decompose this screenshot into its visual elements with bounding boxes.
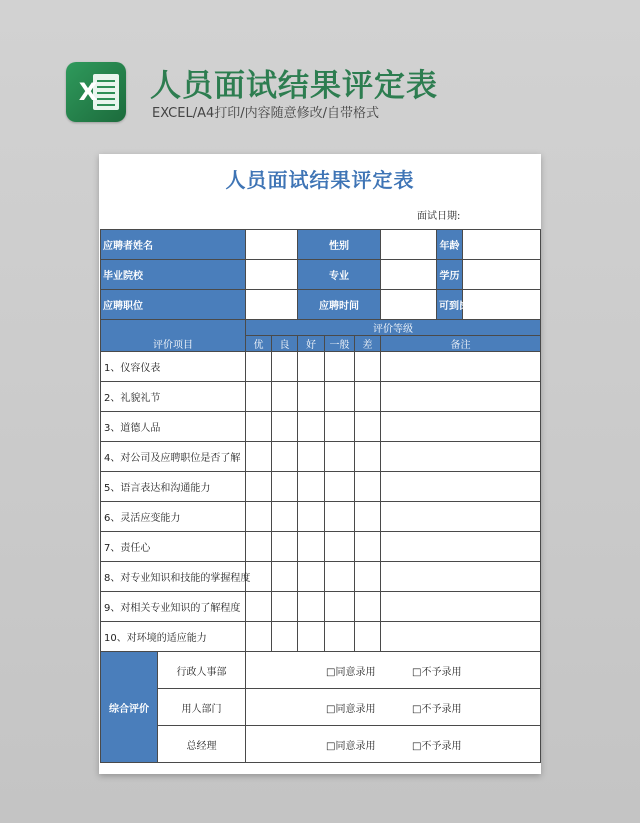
remark-cell[interactable]	[381, 412, 541, 442]
page-subtitle: EXCEL/A4打印/内容随意修改/自带格式	[152, 106, 380, 121]
grade-cell[interactable]	[355, 412, 381, 442]
table-row	[101, 472, 541, 502]
grade-cell[interactable]	[272, 592, 298, 622]
reject-checkbox[interactable]: □不予录用	[412, 703, 462, 715]
summary-row	[101, 652, 541, 689]
grade-cell[interactable]	[298, 592, 325, 622]
remark-cell[interactable]	[381, 382, 541, 412]
info-value-cell[interactable]	[246, 290, 298, 320]
grade-cell[interactable]	[298, 532, 325, 562]
eval-item-label: 8、对专业知识和技能的掌握程度	[101, 562, 246, 592]
grade-cell[interactable]	[355, 562, 381, 592]
grade-cell[interactable]	[246, 622, 272, 652]
grade-cell[interactable]	[298, 622, 325, 652]
grade-cell[interactable]	[272, 382, 298, 412]
grade-cell[interactable]	[272, 472, 298, 502]
grade-cell[interactable]	[298, 382, 325, 412]
grade-cell[interactable]	[298, 562, 325, 592]
reviewer-label: 用人部门	[158, 689, 246, 726]
grade-cell[interactable]	[325, 532, 355, 562]
info-row	[101, 260, 541, 290]
info-label: 年龄	[437, 230, 463, 260]
eval-item-label: 1、仪容仪表	[101, 352, 246, 382]
agree-checkbox[interactable]: □同意录用	[326, 703, 376, 715]
banner	[0, 0, 640, 140]
grade-column-header: 差	[355, 336, 381, 352]
grade-cell[interactable]	[272, 622, 298, 652]
grade-cell[interactable]	[246, 472, 272, 502]
interview-date-label: 面试日期:	[417, 211, 461, 222]
grade-cell[interactable]	[325, 622, 355, 652]
grade-cell[interactable]	[272, 502, 298, 532]
grade-cell[interactable]	[325, 382, 355, 412]
reviewer-label: 行政人事部	[158, 652, 246, 689]
grade-cell[interactable]	[246, 502, 272, 532]
table-row	[101, 592, 541, 622]
table-row	[101, 562, 541, 592]
decision-cell	[246, 652, 541, 689]
grade-cell[interactable]	[325, 502, 355, 532]
decision-cell	[246, 689, 541, 726]
grade-cell[interactable]	[355, 442, 381, 472]
grade-cell[interactable]	[355, 532, 381, 562]
excel-letter: X	[78, 78, 98, 106]
table-row	[101, 442, 541, 472]
grade-cell[interactable]	[272, 412, 298, 442]
eval-item-label: 5、语言表达和沟通能力	[101, 472, 246, 502]
grade-cell[interactable]	[246, 352, 272, 382]
remark-cell[interactable]	[381, 502, 541, 532]
grade-cell[interactable]	[325, 472, 355, 502]
eval-item-label: 10、对环境的适应能力	[101, 622, 246, 652]
grade-cell[interactable]	[246, 532, 272, 562]
remark-cell[interactable]	[381, 442, 541, 472]
grade-cell[interactable]	[246, 442, 272, 472]
table-row	[101, 532, 541, 562]
info-label: 专业	[298, 260, 381, 290]
info-value-cell[interactable]	[246, 260, 298, 290]
info-label: 毕业院校	[101, 260, 246, 290]
grade-cell[interactable]	[355, 352, 381, 382]
remark-cell[interactable]	[381, 562, 541, 592]
summary-label: 综合评价	[101, 652, 158, 763]
reject-checkbox[interactable]: □不予录用	[412, 666, 462, 678]
agree-checkbox[interactable]: □同意录用	[326, 666, 376, 678]
grade-cell[interactable]	[246, 382, 272, 412]
reject-checkbox[interactable]: □不予录用	[412, 740, 462, 752]
grade-cell[interactable]	[355, 382, 381, 412]
grade-cell[interactable]	[272, 352, 298, 382]
info-label: 应聘者姓名	[101, 230, 246, 260]
agree-checkbox[interactable]: □同意录用	[326, 740, 376, 752]
grade-cell[interactable]	[355, 502, 381, 532]
excel-icon	[66, 62, 126, 122]
page-title: 人员面试结果评定表	[150, 68, 438, 104]
info-row	[101, 290, 541, 320]
info-value-cell[interactable]	[381, 290, 437, 320]
remark-cell[interactable]	[381, 472, 541, 502]
grade-cell[interactable]	[298, 352, 325, 382]
table-row	[101, 622, 541, 652]
grade-cell[interactable]	[325, 412, 355, 442]
summary-row	[101, 726, 541, 763]
grade-cell[interactable]	[325, 442, 355, 472]
decision-cell	[246, 726, 541, 763]
grade-header-row	[101, 320, 541, 336]
table-row	[101, 352, 541, 382]
grade-cell[interactable]	[298, 472, 325, 502]
grade-cell[interactable]	[272, 442, 298, 472]
eval-item-label: 7、责任心	[101, 532, 246, 562]
remark-cell[interactable]	[381, 532, 541, 562]
grade-cell[interactable]	[355, 622, 381, 652]
grade-cell[interactable]	[355, 472, 381, 502]
info-value-cell[interactable]	[463, 260, 541, 290]
summary-row	[101, 689, 541, 726]
grade-column-header: 一般	[325, 336, 355, 352]
remark-cell[interactable]	[381, 622, 541, 652]
remark-cell[interactable]	[381, 352, 541, 382]
grade-cell[interactable]	[325, 352, 355, 382]
eval-item-label: 2、礼貌礼节	[101, 382, 246, 412]
grade-cell[interactable]	[246, 592, 272, 622]
info-value-cell[interactable]	[463, 230, 541, 260]
eval-item-label: 3、道德人品	[101, 412, 246, 442]
grade-cell[interactable]	[298, 442, 325, 472]
grade-cell[interactable]	[246, 412, 272, 442]
grade-cell[interactable]	[355, 592, 381, 622]
grade-column-header: 良	[272, 336, 298, 352]
info-label: 可到岗时间	[437, 290, 463, 320]
evaluation-table	[100, 229, 541, 763]
reviewer-label: 总经理	[158, 726, 246, 763]
remark-header: 备注	[381, 336, 541, 352]
info-label: 学历	[437, 260, 463, 290]
eval-item-label: 9、对相关专业知识的了解程度	[101, 592, 246, 622]
info-value-cell[interactable]	[381, 230, 437, 260]
eval-item-label: 6、灵活应变能力	[101, 502, 246, 532]
eval-item-label: 4、对公司及应聘职位是否了解	[101, 442, 246, 472]
remark-cell[interactable]	[381, 592, 541, 622]
grade-cell[interactable]	[298, 502, 325, 532]
info-label: 应聘时间	[298, 290, 381, 320]
grade-column-header: 优	[246, 336, 272, 352]
info-label: 性别	[298, 230, 381, 260]
form-sheet	[99, 154, 541, 774]
grade-cell[interactable]	[272, 562, 298, 592]
table-row	[101, 382, 541, 412]
grade-column-header: 好	[298, 336, 325, 352]
grade-cell[interactable]	[325, 562, 355, 592]
grade-cell[interactable]	[325, 592, 355, 622]
eval-item-header: 评价项目	[101, 320, 246, 352]
info-row	[101, 230, 541, 260]
info-value-cell[interactable]	[381, 260, 437, 290]
grade-cell[interactable]	[298, 412, 325, 442]
form-title: 人员面试结果评定表	[225, 168, 415, 192]
grade-header: 评价等级	[246, 320, 541, 336]
grade-cell[interactable]	[272, 532, 298, 562]
table-row	[101, 412, 541, 442]
info-label: 应聘职位	[101, 290, 246, 320]
info-value-cell[interactable]	[246, 230, 298, 260]
table-row	[101, 502, 541, 532]
